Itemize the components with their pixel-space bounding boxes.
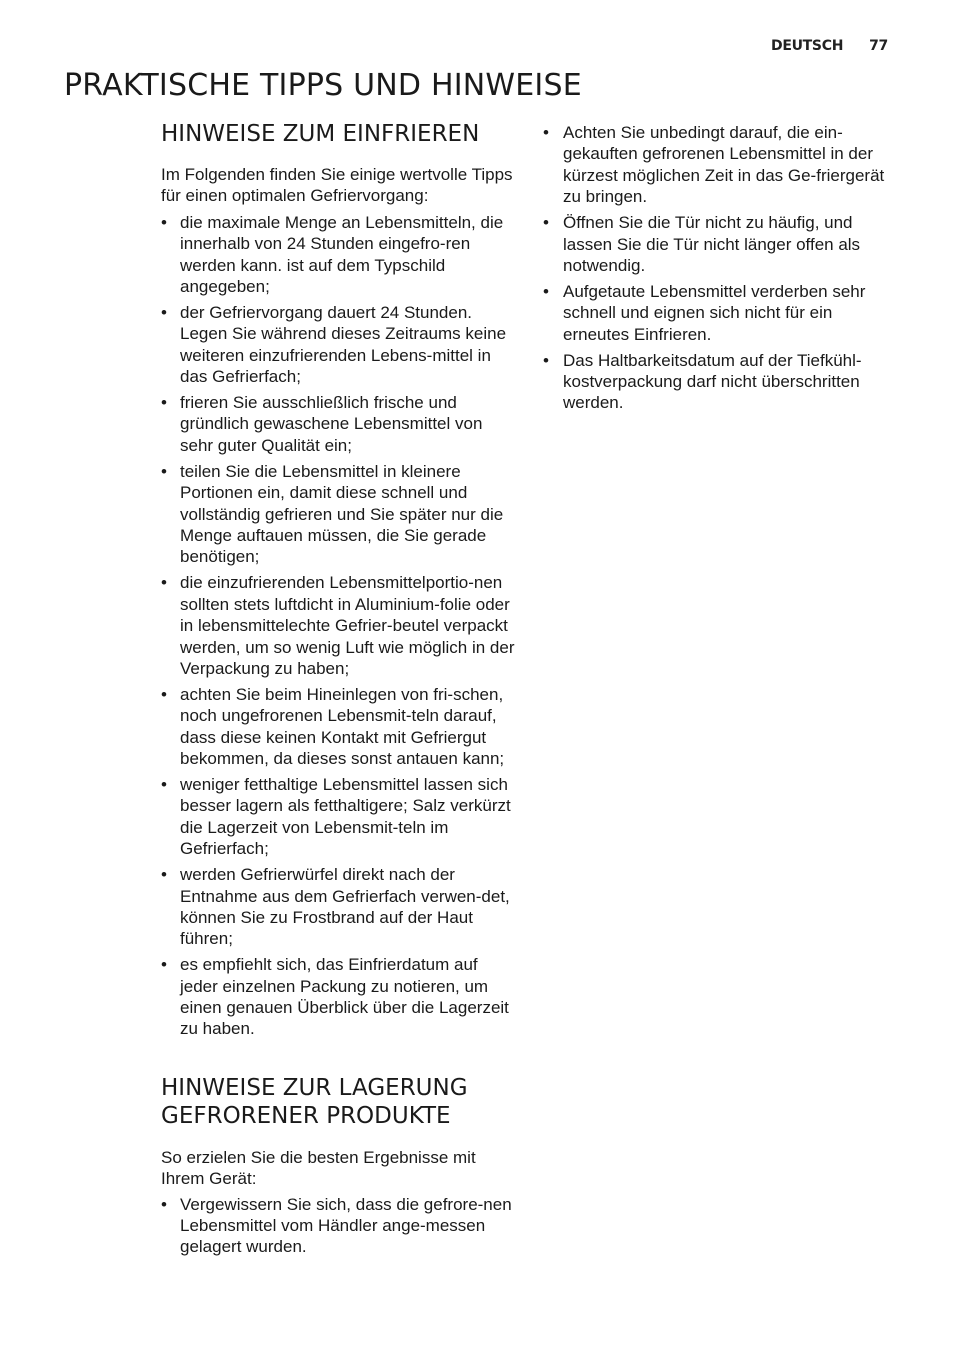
- left-column: [161, 120, 517, 1262]
- list-item: • teilen Sie die Lebensmittel in kleinere Portionen ein, damit diese schnell und vollständig gefrieren und Sie später nur die Menge auftauen müssen, die Sie gerade benötigen;: [161, 461, 517, 568]
- list-item: • frieren Sie ausschließlich frische und gründlich gewaschene Lebensmittel von sehr guter Qualität ein;: [161, 392, 517, 456]
- section-heading-storage: [161, 1074, 517, 1130]
- page-header: [771, 38, 888, 54]
- list-item: • die einzufrierenden Lebensmittelportio-nen sollten stets luftdicht in Aluminium-folie oder in lebensmittelechte Gefrier-beutel verpackt werden, um so wenig Luft wie möglich in der Verpackung zu haben;: [161, 572, 517, 679]
- section-intro-freezing: Im Folgenden finden Sie einige wertvolle Tipps für einen optimalen Gefriervorgang:: [161, 165, 513, 206]
- section-heading-freezing: HINWEISE ZUM EINFRIEREN: [161, 121, 480, 147]
- list-item: • Das Haltbarkeitsdatum auf der Tiefkühl-kostverpackung darf nicht überschritten werden.: [543, 350, 899, 414]
- language-label: DEUTSCH: [771, 38, 844, 54]
- section-heading-storage-line1: HINWEISE ZUR LAGERUNG: [161, 1074, 468, 1101]
- list-item: • Vergewissern Sie sich, dass die gefrore-nen Lebensmittel vom Händler ange-messen gelagert wurden.: [161, 1194, 517, 1258]
- page-number: 77: [869, 38, 888, 54]
- list-item: • Achten Sie unbedingt darauf, die ein-gekauften gefrorenen Lebensmittel in der kürzest möglichen Zeit in das Ge-friergerät zu bringen.: [543, 122, 899, 208]
- list-item: • die maximale Menge an Lebensmitteln, die innerhalb von 24 Stunden eingefro-ren werden kann. ist auf dem Typschild angegeben;: [161, 212, 517, 298]
- section-intro-storage: So erzielen Sie die besten Ergebnisse mit Ihrem Gerät:: [161, 1147, 476, 1189]
- storage-tips-list-right: [543, 122, 899, 414]
- list-item: • es empfiehlt sich, das Einfrierdatum auf jeder einzelnen Packung zu notieren, um einen genauen Überblick über die Lagerzeit zu haben.: [161, 954, 517, 1040]
- list-item: • werden Gefrierwürfel direkt nach der Entnahme aus dem Gefrierfach verwen-det, können Sie zu Frostbrand auf der Haut führen;: [161, 864, 517, 950]
- list-item: • weniger fetthaltige Lebensmittel lassen sich besser lagern als fetthaltigere; Salz verkürzt die Lagerzeit von Lebensmit-teln im Gefrierfach;: [161, 774, 517, 860]
- list-item: • Aufgetaute Lebensmittel verderben sehr schnell und eignen sich nicht für ein erneutes Einfrieren.: [543, 281, 899, 345]
- section-heading-storage-line2: GEFRORENER PRODUKTE: [161, 1102, 451, 1129]
- list-item: • Öffnen Sie die Tür nicht zu häufig, und lassen Sie die Tür nicht länger offen als notwendig.: [543, 212, 899, 276]
- list-item: • achten Sie beim Hineinlegen von fri-schen, noch ungefrorenen Lebensmit-teln darauf, dass diese keinen Kontakt mit Gefriergut bekommen, da dieses sonst antauen kann;: [161, 684, 517, 770]
- storage-tips-list-left: [161, 1194, 517, 1258]
- page-title: PRAKTISCHE TIPPS UND HINWEISE: [64, 68, 582, 103]
- list-item: • der Gefriervorgang dauert 24 Stunden. Legen Sie während dieses Zeitraums keine weiteren einzufrierenden Lebens-mittel in das Gefrierfach;: [161, 302, 517, 388]
- right-column: [543, 122, 899, 418]
- freezing-tips-list: [161, 212, 517, 1040]
